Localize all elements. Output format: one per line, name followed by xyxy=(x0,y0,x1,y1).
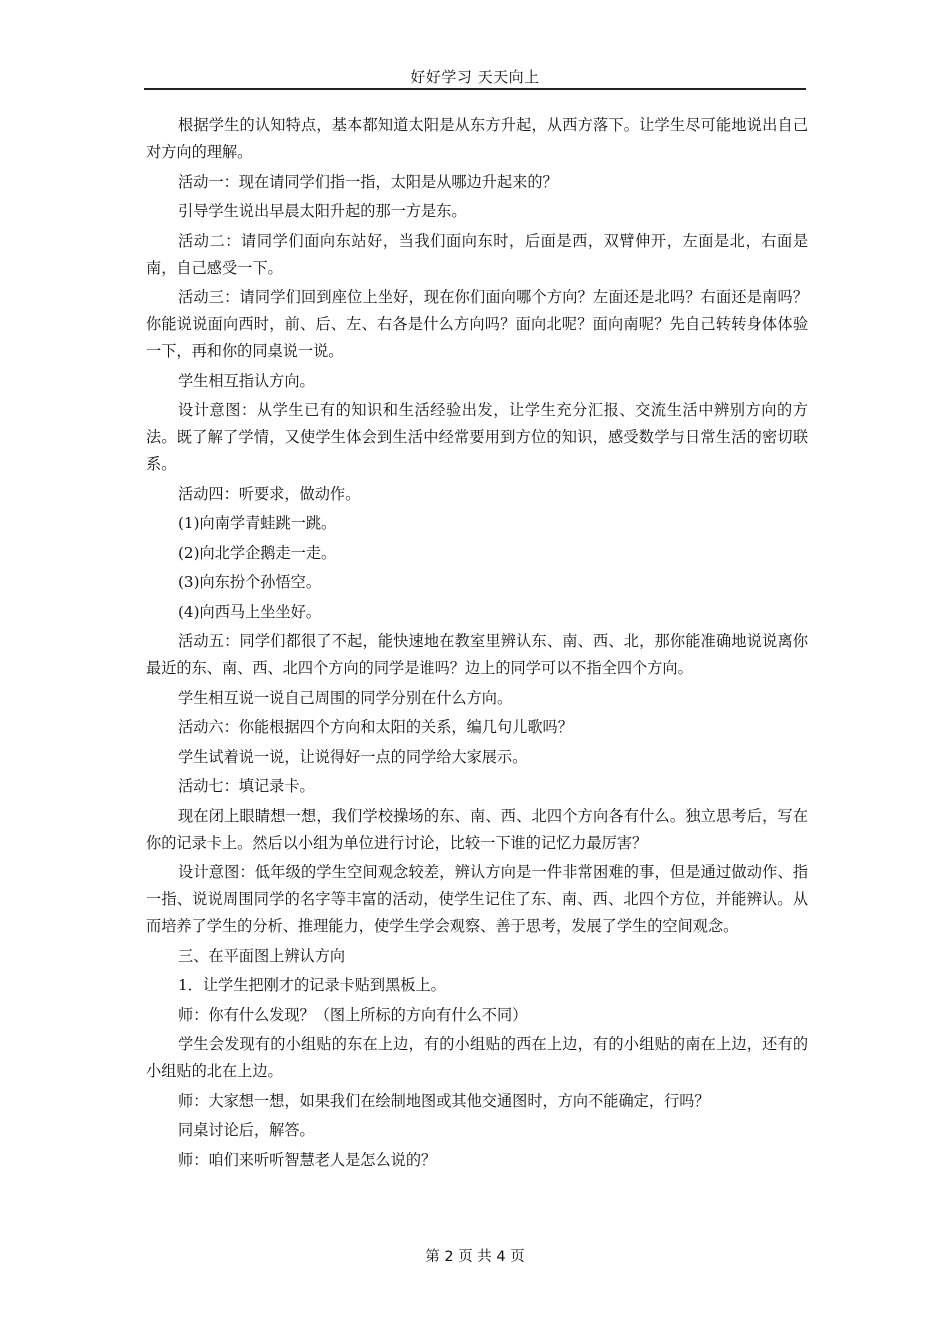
list-item: (1)向南学青蛙跳一跳。 xyxy=(178,514,337,532)
paragraph: 学生相互指认方向。 xyxy=(178,371,315,390)
paragraph: 设计意图：从学生已有的知识和生活经验出发，让学生充分汇报、交流生活中辨别方向的方法。既了解了学情，又使学生体会到生活中经常要用到方位的知识，感受数学与日常生活的密切联系。 xyxy=(146,401,808,473)
paragraph: 学生会发现有的小组贴的东在上边，有的小组贴的西在上边，有的小组贴的南在上边，还有的小组贴的北在上边。 xyxy=(146,1035,808,1080)
section-heading: 三、在平面图上辨认方向 xyxy=(178,946,346,965)
paragraph: 师：你有什么发现？（图上所标的方向有什么不同） xyxy=(178,1005,528,1024)
paragraph: 1．让学生把刚才的记录卡贴到黑板上。 xyxy=(178,976,446,994)
list-item: (4)向西马上坐坐好。 xyxy=(178,602,322,621)
page-header: 好好学习 天天向上 xyxy=(410,68,540,86)
header-divider xyxy=(144,88,806,90)
paragraph: 学生试着说一说，让说得好一点的同学给大家展示。 xyxy=(178,747,528,766)
paragraph: 活动三：请同学们回到座位上坐好，现在你们面向哪个方向？左面还是北吗？右面还是南吗？你能说说面向西时，前、后、左、右各是什么方向吗？面向北呢？面向南呢？先自己转转身体体验一下，再和你的同桌说一说。 xyxy=(146,288,808,360)
list-item: (2)向北学企鹅走一走。 xyxy=(178,543,337,562)
paragraph: 引导学生说出早晨太阳升起的那一方是东。 xyxy=(178,202,467,220)
body-text xyxy=(146,112,808,1176)
list-item: (3)向东扮个孙悟空。 xyxy=(178,573,322,591)
paragraph: 设计意图：低年级的学生空间观念较差，辨认方向是一件非常困难的事，但是通过做动作、指一指、说说周围同学的名字等丰富的活动，使学生记住了东、南、西、北四个方位，并能辨认。从而培养了学生的分析、推理能力，使学生学会观察、善于思考，发展了学生的空间观念。 xyxy=(146,863,808,935)
paragraph: 活动四：听要求，做动作。 xyxy=(178,484,361,503)
page-number: 第 2 页 共 4 页 xyxy=(425,1249,525,1265)
paragraph: 现在闭上眼睛想一想，我们学校操场的东、南、西、北四个方向各有什么。独立思考后，写在你的记录卡上。然后以小组为单位进行讨论，比较一下谁的记忆力最厉害？ xyxy=(146,806,808,852)
paragraph: 师：咱们来听听智慧老人是怎么说的？ xyxy=(178,1150,437,1169)
paragraph: 学生相互说一说自己周围的同学分别在什么方向。 xyxy=(178,688,513,707)
paragraph: 活动五：同学们都很了不起，能快速地在教室里辨认东、南、西、北，那你能准确地说说离你最近的东、南、西、北四个方向的同学是谁吗？边上的同学可以不指全四个方向。 xyxy=(146,632,808,677)
paragraph: 根据学生的认知特点，基本都知道太阳是从东方升起，从西方落下。让学生尽可能地说出自己对方向的理解。 xyxy=(146,116,808,161)
paragraph: 活动二：请同学们面向东站好，当我们面向东时，后面是西，双臂伸开，左面是北，右面是南，自己感受一下。 xyxy=(146,231,808,277)
paragraph: 活动一：现在请同学们指一指，太阳是从哪边升起来的？ xyxy=(178,172,558,191)
paragraph: 同桌讨论后，解答。 xyxy=(178,1121,315,1139)
paragraph: 活动六：你能根据四个方向和太阳的关系，编几句儿歌吗？ xyxy=(178,718,573,736)
paragraph: 师：大家想一想，如果我们在绘制地图或其他交通图时，方向不能确定，行吗？ xyxy=(178,1091,710,1110)
paragraph: 活动七：填记录卡。 xyxy=(178,777,315,795)
